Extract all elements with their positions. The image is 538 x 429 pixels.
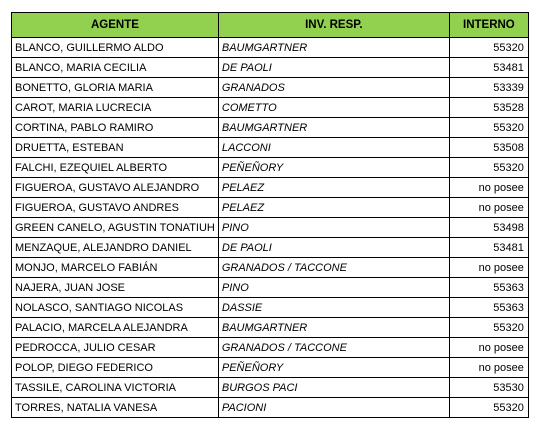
table-row: [12, 138, 529, 158]
inv-resp-cell: PACIONI: [218, 398, 449, 418]
agente-cell: NOLASCO, SANTIAGO NICOLAS: [12, 298, 219, 318]
table-row: [12, 338, 529, 358]
interno-cell: 53528: [449, 98, 528, 118]
interno-cell: 55320: [449, 118, 528, 138]
inv-resp-cell: BURGOS PACI: [218, 378, 449, 398]
inv-resp-cell: PINO: [218, 218, 449, 238]
table-row: [12, 278, 529, 298]
table-row: [12, 298, 529, 318]
inv-resp-cell: COMETTO: [218, 98, 449, 118]
agente-cell: BLANCO, GUILLERMO ALDO: [12, 38, 219, 58]
interno-cell: 53339: [449, 78, 528, 98]
inv-resp-cell: PELAEZ: [218, 178, 449, 198]
inv-resp-cell: DE PAOLI: [218, 238, 449, 258]
interno-cell: 55320: [449, 158, 528, 178]
table-row: [12, 198, 529, 218]
agente-cell: NAJERA, JUAN JOSE: [12, 278, 219, 298]
interno-cell: no posee: [449, 258, 528, 278]
table-row: [12, 358, 529, 378]
inv-resp-cell: PINO: [218, 278, 449, 298]
interno-cell: 53530: [449, 378, 528, 398]
interno-cell: no posee: [449, 358, 528, 378]
table-row: [12, 218, 529, 238]
table-row: [12, 378, 529, 398]
agente-cell: BONETTO, GLORIA MARIA: [12, 78, 219, 98]
table-row: [12, 398, 529, 418]
agente-cell: FIGUEROA, GUSTAVO ALEJANDRO: [12, 178, 219, 198]
agente-cell: TORRES, NATALIA VANESA: [12, 398, 219, 418]
inv-resp-cell: PELAEZ: [218, 198, 449, 218]
interno-cell: 55363: [449, 278, 528, 298]
table-row: [12, 58, 529, 78]
agente-cell: TASSILE, CAROLINA VICTORIA: [12, 378, 219, 398]
interno-cell: no posee: [449, 338, 528, 358]
interno-cell: no posee: [449, 178, 528, 198]
table-row: [12, 258, 529, 278]
interno-cell: 53498: [449, 218, 528, 238]
agente-cell: FIGUEROA, GUSTAVO ANDRES: [12, 198, 219, 218]
agents-table: [11, 12, 529, 418]
inv-resp-cell: BAUMGARTNER: [218, 318, 449, 338]
agente-cell: CAROT, MARIA LUCRECIA: [12, 98, 219, 118]
inv-resp-cell: DASSIE: [218, 298, 449, 318]
column-header-interno: INTERNO: [449, 13, 528, 38]
column-header-inv-resp: INV. RESP.: [218, 13, 449, 38]
agente-cell: FALCHI, EZEQUIEL ALBERTO: [12, 158, 219, 178]
table-row: [12, 98, 529, 118]
interno-cell: 53508: [449, 138, 528, 158]
table-row: [12, 158, 529, 178]
agente-cell: CORTINA, PABLO RAMIRO: [12, 118, 219, 138]
interno-cell: 53481: [449, 238, 528, 258]
agente-cell: BLANCO, MARIA CECILIA: [12, 58, 219, 78]
interno-cell: 55320: [449, 398, 528, 418]
inv-resp-cell: LACCONI: [218, 138, 449, 158]
agente-cell: PEDROCCA, JULIO CESAR: [12, 338, 219, 358]
inv-resp-cell: BAUMGARTNER: [218, 118, 449, 138]
interno-cell: 55320: [449, 318, 528, 338]
inv-resp-cell: PEÑEÑORY: [218, 358, 449, 378]
table-row: [12, 38, 529, 58]
interno-cell: 55320: [449, 38, 528, 58]
column-header-agente: AGENTE: [12, 13, 219, 38]
inv-resp-cell: GRANADOS / TACCONE: [218, 338, 449, 358]
interno-cell: 53481: [449, 58, 528, 78]
agente-cell: PALACIO, MARCELA ALEJANDRA: [12, 318, 219, 338]
inv-resp-cell: PEÑEÑORY: [218, 158, 449, 178]
inv-resp-cell: GRANADOS / TACCONE: [218, 258, 449, 278]
agente-cell: POLOP, DIEGO FEDERICO: [12, 358, 219, 378]
table-row: [12, 118, 529, 138]
inv-resp-cell: BAUMGARTNER: [218, 38, 449, 58]
table-body: [12, 38, 529, 418]
header-row: [12, 13, 529, 38]
agente-cell: MONJO, MARCELO FABIÁN: [12, 258, 219, 278]
agente-cell: MENZAQUE, ALEJANDRO DANIEL: [12, 238, 219, 258]
table-row: [12, 78, 529, 98]
table-row: [12, 238, 529, 258]
inv-resp-cell: DE PAOLI: [218, 58, 449, 78]
inv-resp-cell: GRANADOS: [218, 78, 449, 98]
agente-cell: GREEN CANELO, AGUSTIN TONATIUH: [12, 218, 219, 238]
interno-cell: no posee: [449, 198, 528, 218]
agente-cell: DRUETTA, ESTEBAN: [12, 138, 219, 158]
interno-cell: 55363: [449, 298, 528, 318]
table-row: [12, 178, 529, 198]
table-row: [12, 318, 529, 338]
